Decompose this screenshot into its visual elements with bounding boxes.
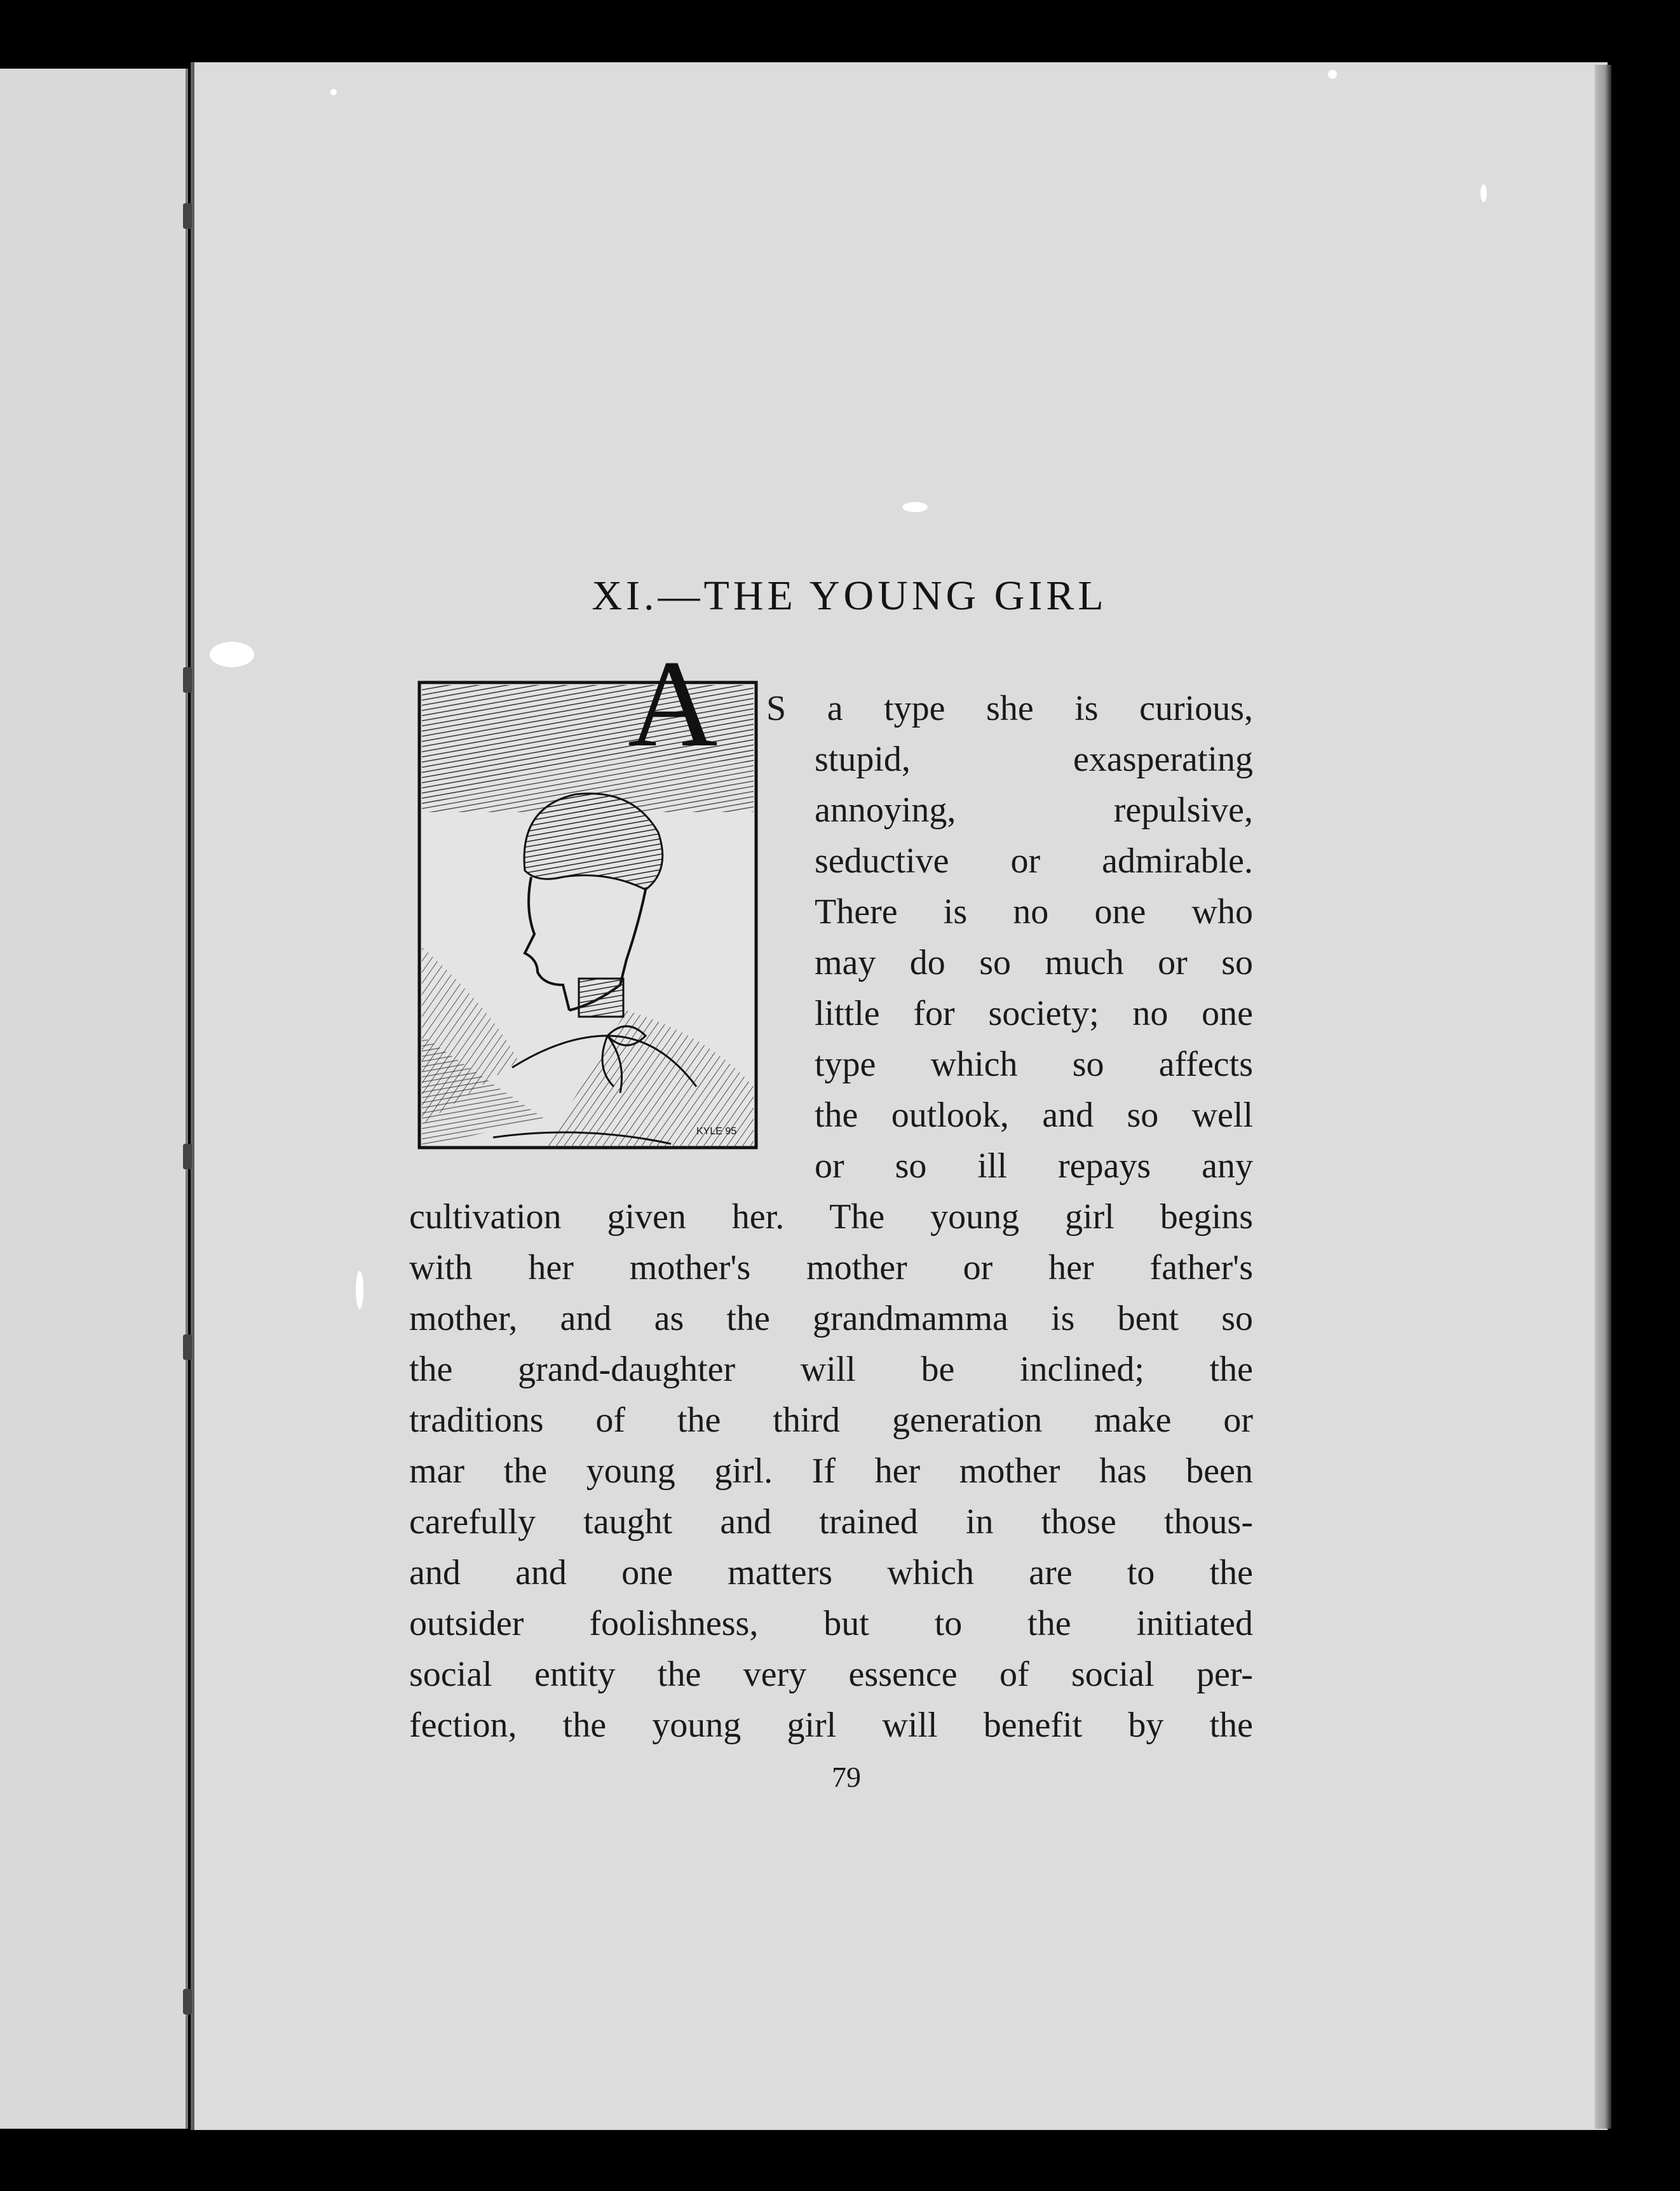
scan-speck <box>210 642 254 667</box>
text-line: annoying, repulsive, <box>815 790 1253 830</box>
text-line: the grand-daughter will be inclined; the <box>409 1350 1253 1389</box>
text-line: carefully taught and trained in those thous- <box>409 1502 1253 1542</box>
left-page-sliver <box>0 69 188 2129</box>
scan-speck <box>1480 184 1487 202</box>
text-line: social entity the very essence of social per- <box>409 1655 1253 1694</box>
scan-speck <box>330 89 337 95</box>
text-line: mother, and as the grandmamma is bent so <box>409 1299 1253 1338</box>
text-line: stupid, exasperating <box>815 740 1253 779</box>
text-line: traditions of the third generation make or <box>409 1401 1253 1440</box>
text-line: mar the young girl. If her mother has been <box>409 1451 1253 1491</box>
text-line: with her mother's mother or her father's <box>409 1248 1253 1287</box>
binding-stitch-mark <box>183 667 192 693</box>
text-line: fection, the young girl will benefit by the <box>409 1706 1253 1745</box>
illustration-signature: KYLE 95 <box>696 1126 737 1137</box>
text-line: outsider foolishness, but to the initiated <box>409 1604 1253 1643</box>
text-line: or so ill repays any <box>815 1146 1253 1186</box>
page-edge-shadow <box>1595 65 1611 2129</box>
binding-stitch-mark <box>183 1989 192 2014</box>
text-line: There is no one who <box>815 892 1253 932</box>
scan-speck <box>356 1271 363 1309</box>
text-line: seductive or admirable. <box>815 841 1253 881</box>
chapter-title: XI.—THE YOUNG GIRL <box>592 573 1108 619</box>
text-line: may do so much or so <box>815 943 1253 982</box>
drop-cap: A <box>628 635 718 773</box>
scan-speck <box>902 502 928 512</box>
binding-stitch-mark <box>183 1144 192 1169</box>
scan-speck <box>1328 70 1337 79</box>
page-number: 79 <box>832 1761 861 1793</box>
text-line: the outlook, and so well <box>815 1096 1253 1135</box>
text-line: little for society; no one <box>815 994 1253 1033</box>
text-line: cultivation given her. The young girl begins <box>409 1197 1253 1237</box>
text-line: and and one matters which are to the <box>409 1553 1253 1592</box>
text-line: type which so affects <box>815 1045 1253 1084</box>
text-line: S a type she is curious, <box>766 689 1253 728</box>
binding-stitch-mark <box>183 203 192 229</box>
binding-stitch-mark <box>183 1334 192 1360</box>
